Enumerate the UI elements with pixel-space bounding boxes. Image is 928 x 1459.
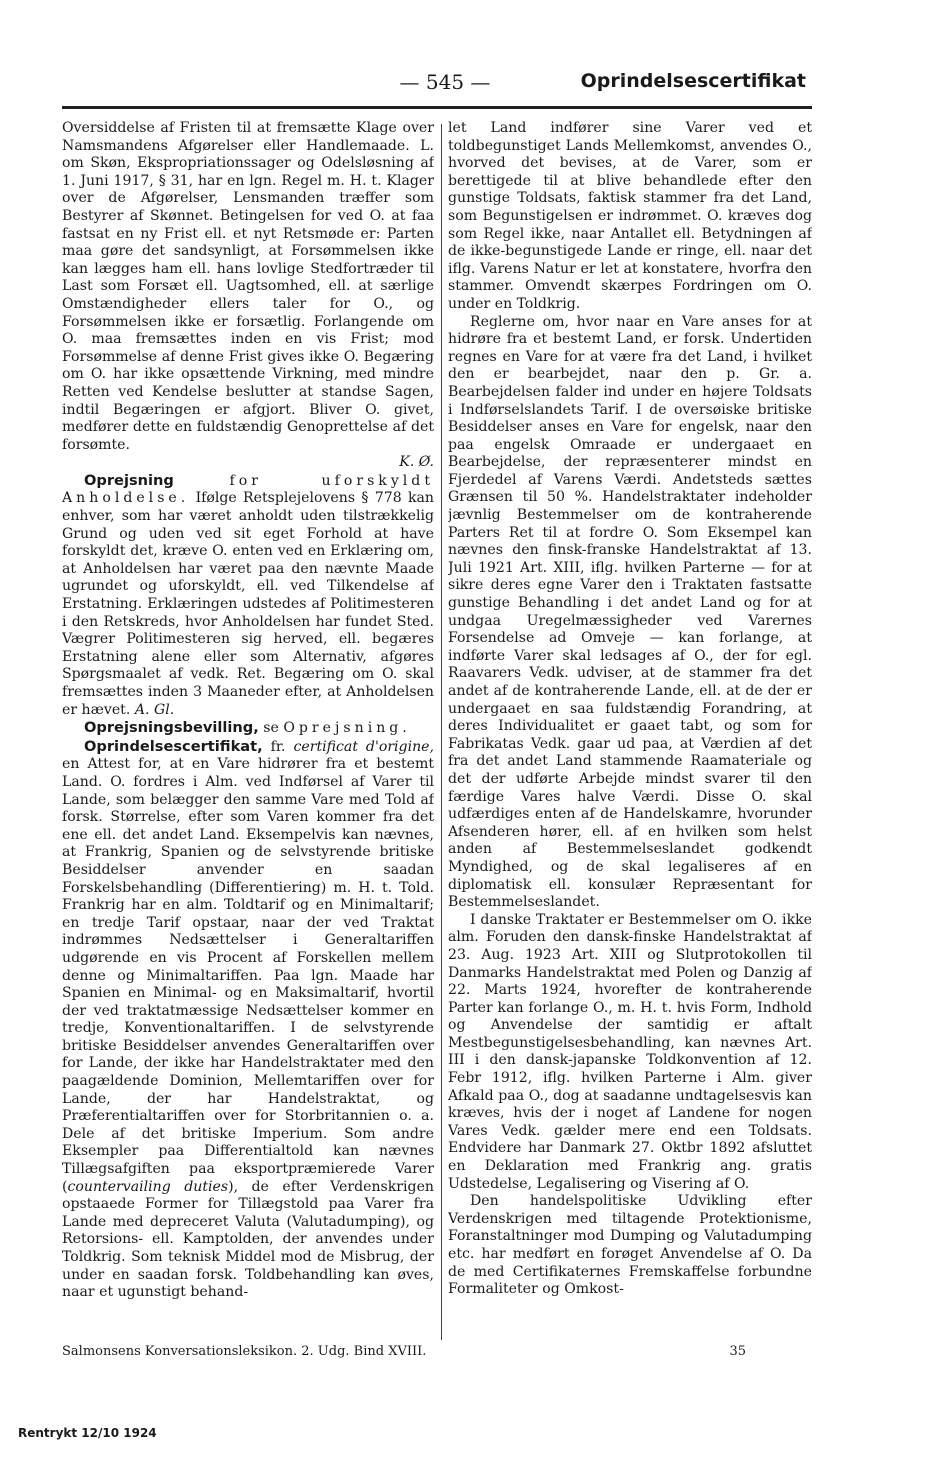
paragraph-continuation: Oversiddelse af Fristen til at fremsætte Klage over Namsmandens Afgørelser eller Handlemaade. L. om Skøn, Ekspropriationssager og Odelsløsning af 1. Juni 1917, § 31, har en lgn. Regel m. H. t. Klager over de Afgørelser, Lensmanden træffer som Bestyrer af Skønnet. Betingelsen for ved O. at faa fastsat en ny Frist ell. et nyt Retsmøde er: Parten maa gøre det sandsynligt, at Forsømmelsen ikke kan lægges ham ell. hans lovlige Stedfortræder til Last som Forsæt ell. Uagtsomhed, ell. at særlige Omstændigheder ellers taler for O., og Forsømmelsen ikke er forsætlig. Forlangende om O. maa fremsættes inden en vis Frist; mod Forsømmelse af denne Frist gives ikke O. Begæring om O. har ikke opsættende Virkning, med mindre Retten ved Kendelse beslutter at standse Sagen, indtil Begæringen er afgjort. Bliver O. givet, medfører dette en fuldstændig Genoprettelse af det forsømte. [62, 120, 434, 453]
entry-oprejsningsbevilling [62, 719, 434, 738]
signature-agl: A. Gl. [134, 701, 175, 718]
entry-body: Ifølge Retsplejelovens § 778 kan enhver, som har været anholdt uden tilstrækkelig Grund og uden ved sit eget Forhold at have forskyldt det, kræve O. enten ved en Erklæring om, at Anholdelsen har været paa den nævnte Maade ugrundet og uforskyldt, ell. ved Tilkendelse af Erstatning. Erklæringen udstedes af Politimesteren i den Retskreds, hvor Anholdelsen har fundet Sted. Vægrer Politimesteren sig herved, ell. begæres Erstatning alene eller som Alternativ, afgøres Spørgsmaalet af vedk. Ret. Begæring om O. skal fremsættes inden 3 Maaneder efter, at Anholdelsen er hævet. [62, 490, 434, 718]
right-column [448, 120, 812, 1350]
publication-line: Salmonsens Konversationsleksikon. 2. Udg. Bind XVIII. [62, 1344, 427, 1359]
headword-oprejsningsbevilling: Oprejsningsbevilling, [84, 719, 259, 737]
entry-oprindelsescertifikat [62, 738, 434, 1302]
headword-oprejsning: Oprejsning [84, 471, 174, 489]
paragraph-continuation: let Land indfører sine Varer ved et toldbegunstiget Lands Mellemkomst, anvendes O., hvorved det bevises, at de Varer, som er berettigede til at blive behandlede efter den gunstige Toldsats, faktisk stammer fra det Land, som Begunstigelsen er indrømmet. O. kræves dog som Regel ikke, naar Antallet ell. Betydningen af de ikke-begunstigede Lande er ringe, ell. naar det iflg. Varens Natur er let at konstatere, hvorfra den stammer. Omvendt skærpes Fordringen om O. under en Toldkrig. [448, 120, 812, 312]
spaced-subtitle: for uforskyldt Anholdelse. [62, 472, 434, 507]
see-label: se [263, 720, 279, 737]
entry-body-continued: ), de efter Verdenskrigen opstaaede Former for Tillægstold paa Varer fra Lande med depreceret Valuta (Valutadumping), og Retorsions- ell. Kamptolden, der anvendes under Toldkrig. Som teknisk Middel mod de Misbrug, der under en saadan forsk. Toldbehandling kan øves, naar et ugunstigt behand- [62, 1178, 434, 1301]
headword-oprindelsescertifikat: Oprindelsescertifikat, [84, 737, 263, 755]
paragraph: Reglerne om, hvor naar en Vare anses for at hidrøre fra et bestemt Land, er forsk. Undertiden regnes en Vare for at være fra det Land, i hvilket den er bearbejdet, naar den p. Gr. a. Bearbejdelsen falder ind under en højere Toldsats i Indførselslandets Tarif. I de oversøiske britiske Besiddelser anses en Vare for engelsk, naar den paa engelsk Omraade er undergaaet en Bearbejdelse, der repræsenterer mindst en Fjerdedel af Varens Værdi. Andetsteds sættes Grænsen til 50 %. Handelstraktater indeholder jævnlig Bestemmelser om de kontraherende Parters Ret til at fordre O. Som Eksempel kan nævnes den finsk-franske Handelstraktat af 13. Juli 1921 Art. XIII, iflg. hvilken Parterne — for at sikre deres egne Varer den i Traktaten fastsatte gunstige Behandling i det andet Land og for at undgaa Uregelmæssigheder ved Varernes Forsendelse ad Omveje — kan forlange, at indførte Varer skal ledsages af O., der for egl. Raavarers Vedk. udviser, at de stammer fra det andet af de kontraherende Lande, ell. at de der er undergaaet en saa fuldstændig Forandring, at deres Individualitet er gaaet tabt, og som for Fabrikatas Vedk. gaar ud paa, at Værdien af det fra det andet Land stammende Raamateriale og det der udførte Arbejde mindst svarer til den færdige Vares halve Værdi. Disse O. skal udfærdiges enten af de Handelskamre, hvorunder Afsenderen hører, ell. af en hvilken som helst anden af Bestemmelseslandet godkendt Myndighed, og de skal legaliseres af en diplomatisk ell. konsulær Repræsentant for Bestemmelseslandet. [448, 313, 812, 911]
header-rule [62, 106, 812, 109]
column-rule [441, 124, 442, 1340]
running-head: Oprindelsescertifikat [580, 70, 806, 92]
signature-ko: K. Ø. [399, 454, 434, 471]
paragraph: I danske Traktater er Bestemmelser om O. ikke alm. Foruden den dansk-finske Handelstraktat af 23. Aug. 1923 Art. XIII og Slutprotokollen til Danmarks Handelstraktat med Polen og Danzig af 22. Marts 1924, hvorefter de kontraherende Parter kan forlange O., m. H. t. hvis Form, Indhold og Anvendelse der samtidig er aftalt Mestbegunstigelsesbehandling, kan nævnes Art. III i den dansk-japanske Toldkonvention af 12. Febr 1912, iflg. hvilken Parterne i Alm. giver Afkald paa O., dog at saadanne undtagelsesvis kan kræves, hvis der i noget af Landene for nogen Vares Vedk. gælder mere end een Toldsats. Endvidere har Danmark 27. Oktbr 1892 afsluttet en Deklaration med Frankrig ang. gratis Udstedelse, Legalisering og Visering af O. [448, 911, 812, 1192]
printer-signature: 35 [729, 1344, 746, 1359]
entry-body: en Attest for, at en Vare hidrører fra et bestemt Land. O. fordres i Alm. ved Indførsel af Varer til Lande, som belægger den samme Vare med Told af forsk. Størrelse, efter som Varen kommer fra det ene ell. det andet Land. Eksempelvis kan nævnes, at Frankrig, Spanien og de selvstyrende britiske Besiddelser anvender en saadan Forskelsbehandling (Differentiering) m. H. t. Told. Frankrig har en alm. Toldtarif og en Minimaltarif; en tredje Tarif opstaar, naar der ved Traktat indrømmes Nedsættelser i Generaltariffen udgørende en vis Procent af Forskellen mellem denne og Minimaltariffen. Paa lgn. Maade har Spanien en Minimal- og en Maksimaltarif, hvortil der ved traktatmæssige Nedsættelser kommer en tredje, Konventionaltariffen. I de selvstyrende britiske Besiddelser anvendes Generaltariffen over for Lande, der ikke har Handelstraktater med den paagældende Dominion, Mellemtariffen over for Lande, der har Handelstraktat, og Præferentialtariffen over for Storbritannien o. a. Dele af det britiske Imperium. Som andre Eksempler paa Differentialtold kan nævnes Tillægsafgiften paa eksportpræmierede Varer ( [62, 756, 434, 1195]
paragraph: Den handelspolitiske Udvikling efter Verdenskrigen med tiltagende Protektionisme, Foranstaltninger mod Dumping og Valutadumping etc. har medført en forøget Anvendelse af O. Da de med Certifikaternes Fremskaffelse forbundne Formaliteter og Omkost- [448, 1193, 812, 1298]
page-number: — 545 — [399, 70, 491, 94]
language-label: fr. [270, 738, 286, 755]
reprint-note: Rentrykt 12/10 1924 [18, 1426, 157, 1440]
cross-reference: Oprejsning. [283, 720, 411, 737]
left-column [62, 120, 434, 1350]
author-signature [62, 454, 434, 472]
english-term: countervailing duties [67, 1178, 229, 1195]
entry-oprejsning [62, 472, 434, 719]
french-term: certificat d'origine, [293, 738, 434, 755]
